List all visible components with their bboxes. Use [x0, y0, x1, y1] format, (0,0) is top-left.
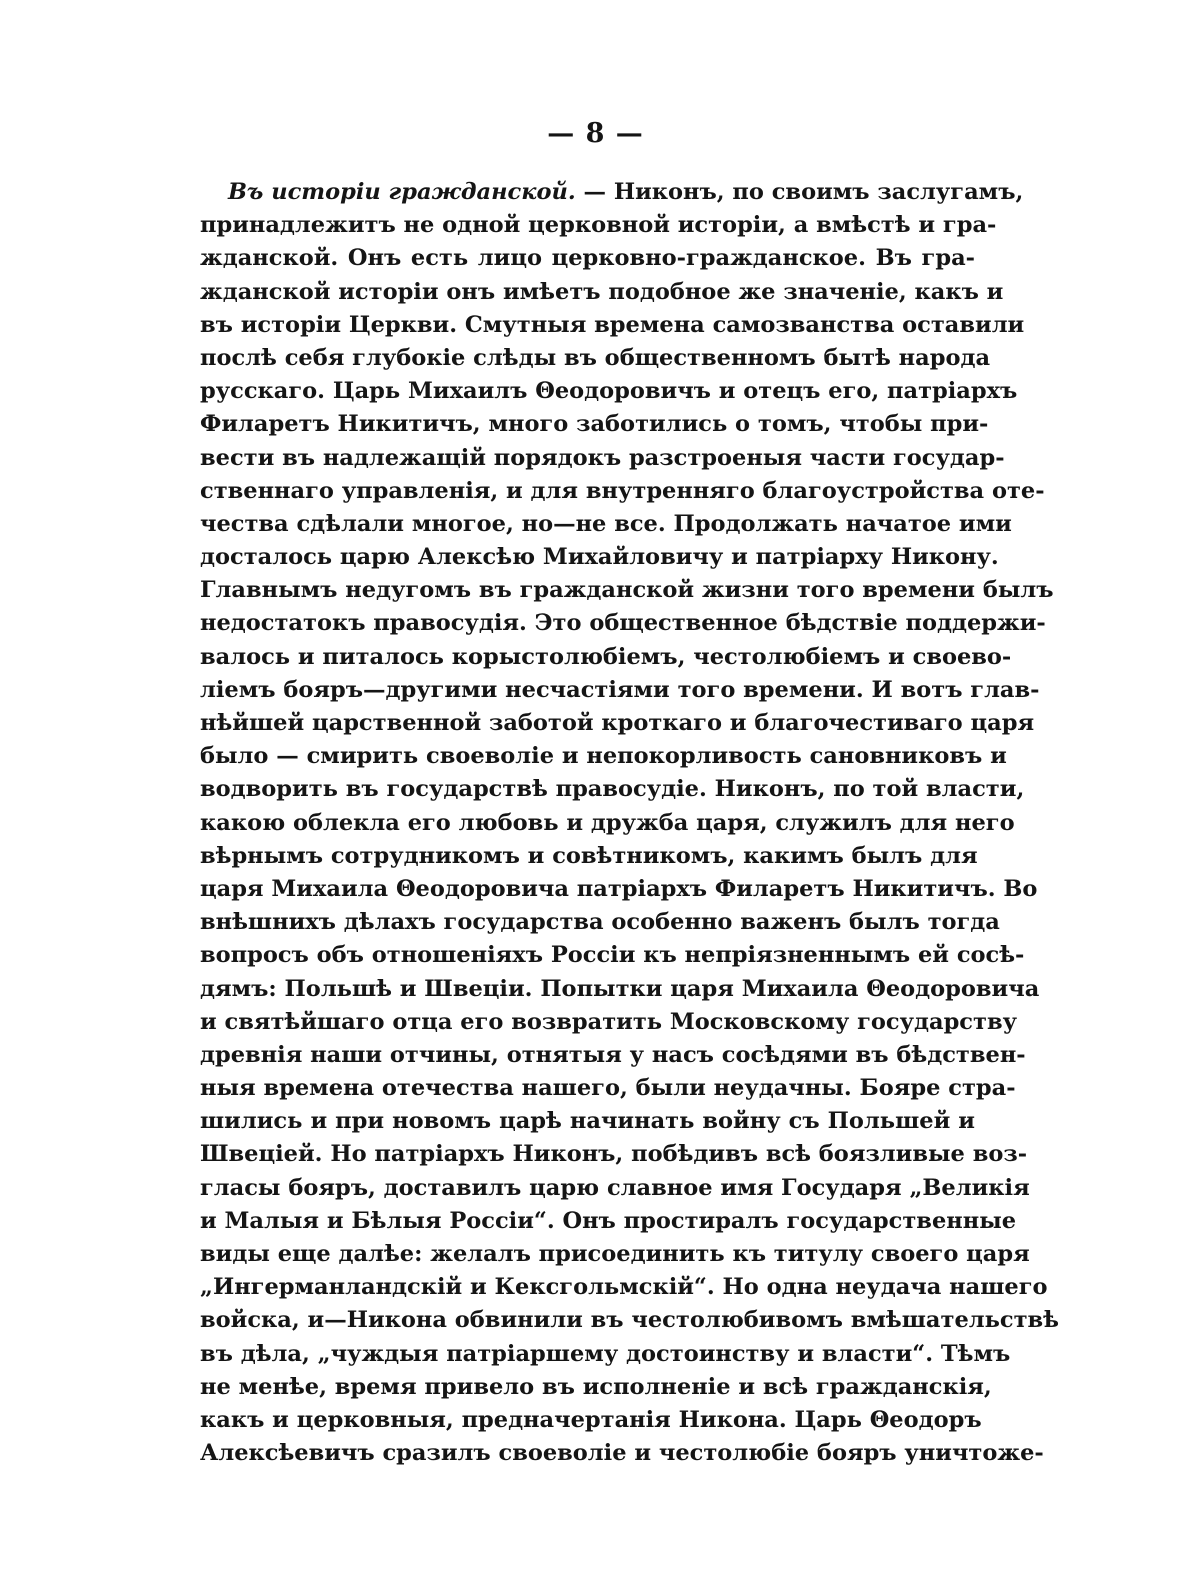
- text-line: царя Михаила Θеодоровича патрiархъ Филаретъ Никитичъ. Во: [200, 875, 1038, 902]
- text-line: Главнымъ недугомъ въ гражданской жизни того времени былъ: [200, 577, 1054, 604]
- text-line: древнiя наши отчины, отнятыя у насъ сосѣдями въ бѣдствен-: [200, 1041, 1026, 1068]
- text-line: дямъ: Польшѣ и Швецiи. Попытки царя Михаила Θеодоровича: [200, 975, 1040, 1002]
- body-text: [200, 176, 1059, 1470]
- text-line: вести въ надлежащiй порядокъ разстроеныя части государ-: [200, 444, 1005, 471]
- text-line: ныя времена отечества нашего, были неудачны. Бояре стра-: [200, 1075, 1016, 1102]
- text-line: „Ингерманландскiй и Кексгольмскiй“. Но одна неудача нашего: [200, 1274, 1048, 1301]
- text-line: русскаго. Царь Михаилъ Θеодоровичъ и отецъ его, патрiархъ: [200, 378, 1018, 405]
- text-line: не менѣе, время привело въ исполненiе и всѣ гражданскiя,: [200, 1373, 992, 1400]
- text-line: въ исторiи Церкви. Смутныя времена самозванства оставили: [200, 311, 1025, 338]
- text-line: послѣ себя глубокiе слѣды въ общественномъ бытѣ народа: [200, 344, 991, 371]
- text-line: нѣйшей царственной заботой кроткаго и благочестиваго царя: [200, 710, 1035, 736]
- text-line: жданской исторiи онъ имѣетъ подобное же значенiе, какъ и: [200, 278, 1004, 305]
- text-line: [200, 176, 1024, 209]
- text-line: Швецiей. Но патрiархъ Никонъ, побѣдивъ всѣ боязливые воз-: [200, 1141, 1028, 1168]
- text-line: лiемъ бояръ—другими несчастiями того времени. И вотъ глав-: [200, 676, 1040, 703]
- text-line: какъ и церковныя, предначертанiя Никона. Царь Θеодоръ: [200, 1406, 982, 1433]
- text-line: Алексѣевичъ сразилъ своеволiе и честолюбiе бояръ уничтоже-: [200, 1440, 1044, 1467]
- text-line: внѣшнихъ дѣлахъ государства особенно важенъ былъ тогда: [200, 909, 1000, 936]
- text-line: шились и при новомъ царѣ начинать войну съ Польшей и: [200, 1108, 975, 1135]
- text-line: и святѣйшаго отца его возвратить Московскому государству: [200, 1008, 1017, 1035]
- text-line: жданской. Онъ есть лицо церковно-гражданское. Въ гра-: [200, 245, 975, 272]
- text-line: и Малыя и Бѣлыя Россiи“. Онъ простиралъ государственные: [200, 1207, 1017, 1234]
- text-line: въ дѣла, „чуждыя патрiаршему достоинству и власти“. Тѣмъ: [200, 1340, 1011, 1367]
- section-lead-italic: Въ исторiи гражданской.: [228, 179, 576, 205]
- first-line-text: — Никонъ, по своимъ заслугамъ,: [575, 179, 1024, 205]
- text-line: было — смирить своеволiе и непокорливость сановниковъ и: [200, 743, 1007, 770]
- text-line: недостатокъ правосудiя. Это общественное бѣдствiе поддержи-: [200, 610, 1046, 637]
- text-line: вѣрнымъ сотрудникомъ и совѣтникомъ, какимъ былъ для: [200, 842, 978, 869]
- text-line: принадлежитъ не одной церковной исторiи, а вмѣстѣ и гра-: [200, 212, 997, 239]
- text-line: гласы бояръ, доставилъ царю славное имя Государя „Великiя: [200, 1174, 1030, 1201]
- text-line: какою облекла его любовь и дружба царя, служилъ для него: [200, 809, 1015, 836]
- text-line: валось и питалось корыстолюбiемъ, честолюбiемъ и своево-: [200, 643, 1012, 670]
- text-line: вопросъ объ отношенiяхъ Россiи къ непрiязненнымъ ей сосѣ-: [200, 942, 1025, 969]
- page-number: — 8 —: [547, 118, 644, 149]
- text-line: виды еще далѣе: желалъ присоединить къ титулу своего царя: [200, 1241, 1030, 1267]
- text-line: войска, и—Никона обвинили въ честолюбивомъ вмѣшательствѣ: [200, 1307, 1059, 1334]
- text-line: Филаретъ Никитичъ, много заботились о томъ, чтобы при-: [200, 411, 989, 438]
- text-line: досталось царю Алексѣю Михайловичу и патрiарху Никону.: [200, 544, 999, 571]
- text-line: водворить въ государствѣ правосудiе. Никонъ, по той власти,: [200, 776, 1025, 803]
- text-line: ственнаго управленiя, и для внутренняго благоустройства оте-: [200, 477, 1045, 504]
- text-line: чества сдѣлали многое, но—не все. Продолжать начатое ими: [200, 510, 1012, 537]
